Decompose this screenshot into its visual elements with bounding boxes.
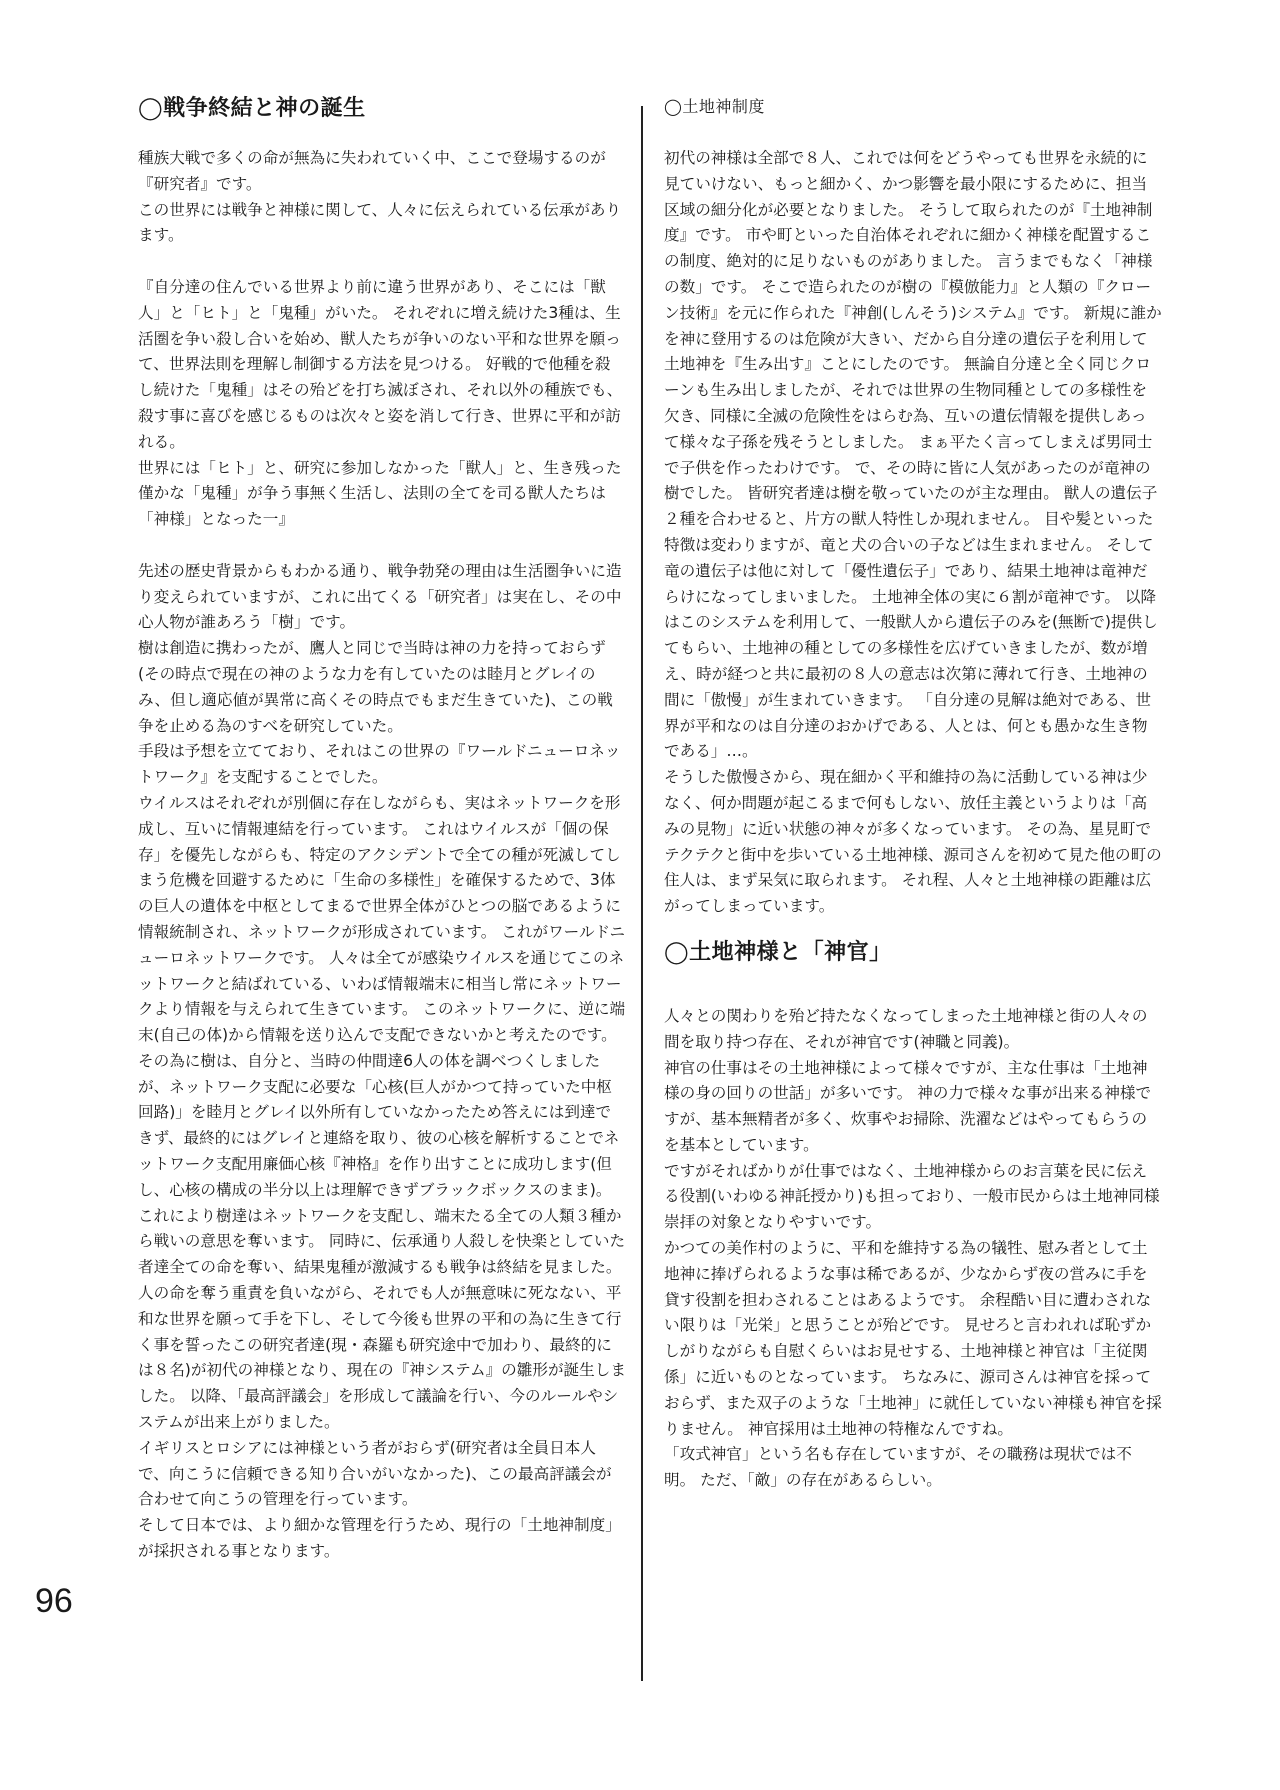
paragraph-priests: 人々との関わりを殆ど持たなくなってしまった土地神様と街の人々の間を取り持つ存在、それが神官です(神職と同義)。 神官の仕事はその土地神様によって様々ですが、主な仕事は「土地神様の身の回りの世話」が多いです。 神の力で様々な事が出来る神様ですが、基本無精者が多く、炊事やお掃除、洗濯などはやってもらうのを基本としています。 ですがそればかりが仕事ではなく、土地神様からのお言葉を民に伝える役割(いわゆる神託授かり)も担っており、一般市民からは土地神同様崇拝の対象となりやすいです。 かつての美作村のように、平和を維持する為の犠牲、慰み者として土地神に捧げられるような事は稀であるが、少なからず夜の営みに手を貸す役割を担わされることはあるようです。 余程酷い目に遭わされない限りは「光栄」と思うことが殆どです。 見せろと言われれば恥ずかしがりながらも自慰くらいはお見せする、土地神様と神官は「主従関係」に近いものとなっています。 ちなみに、源司さんは神官を採っておらず、また双子のような「土地神」に就任していない神様も神官を採りません。 神官採用は土地神の特権なんですね。 「攻式神官」という名も存在していますが、その職務は現状では不明。 ただ、「敵」の存在があるらしい。 — [664, 1006, 1162, 1490]
section-heading-war-end: ◯戦争終結と神の誕生 — [138, 96, 366, 121]
section-heading-land-god-system: ◯土地神制度 — [664, 97, 765, 116]
section-heading-priests: ◯土地神様と「神官」 — [664, 939, 892, 965]
paragraph-intro: 種族大戦で多くの命が無為に失われていく中、ここで登場するのが『研究者』です。 この世界には戦争と神様に関して、人々に伝えられている伝承があります。 — [138, 149, 622, 245]
left-column — [138, 94, 626, 1565]
paragraph-land-god-system: 初代の神様は全部で８人、これでは何をどうやっても世界を永続的に見ていけない、もっと細かく、かつ影響を最小限にするために、担当区域の細分化が必要となりました。 そうして取られたのが『土地神制度』です。 市や町といった自治体それぞれに細かく神様を配置するこの制度、絶対的に足りないものがありました。 言うまでもなく「神様の数」です。 そこで造られたのが樹の『模倣能力』と人類の『クローン技術』を元に作られた『神創(しんそう)システム』です。 新規に誰かを神に登用するのは危険が大きい、だから自分達の遺伝子を利用して土地神を『生み出す』ことにしたのです。 無論自分達と全く同じクローンも生み出しましたが、それでは世界の生物同種としての多様性を欠き、同様に全滅の危険性をはらむ為、互いの遺伝情報を提供しあって様々な子孫を残そうとしました。 まぁ平たく言ってしまえば男同士で子供を作ったわけです。 で、その時に皆に人気があったのが竜神の樹でした。 皆研究者達は樹を敬っていたのが主な理由。 獣人の遺伝子２種を合わせると、片方の獣人特性しか現れません。 目や髪といった特徴は変わりますが、竜と犬の合いの子などは生まれません。 そして竜の遺伝子は他に対して「優性遺伝子」であり、結果土地神は竜神だらけになってしまいました。 土地神全体の実に６割が竜神です。 以降はこのシステムを利用して、一般獣人から遺伝子のみを(無断で)提供してもらい、土地神の種としての多様性を広げていきましたが、数が増え、時が経つと共に最初の８人の意志は次第に薄れて行き、土地神の間に「傲慢」が生まれていきます。 「自分達の見解は絶対である、世界が平和なのは自分達のおかげである、人とは、何とも愚かな生き物である」…。 そうした傲慢さから、現在細かく平和維持の為に活動している神は少なく、何か問題が起こるまで何もしない、放任主義というよりは「高みの見物」に近い状態の神々が多くなっています。 その為、星見町でテクテクと街中を歩いている土地神様、源司さんを初めて見た他の町の住人は、まず呆気に取られます。 それ程、人々と土地神様の距離は広がってしまっています。 — [664, 149, 1162, 916]
column-divider — [641, 106, 643, 1681]
page-number: 96 — [35, 1582, 73, 1620]
paragraph-legend: 『自分達の住んでいる世界より前に違う世界があり、そこには「獣人」と「ヒト」と「鬼種」がいた。 それぞれに増え続けた3種は、生活圏を争い殺し合いを始め、獣人たちが争いのない平和な世界を願って、世界法則を理解し制御する方法を見つける。 好戦的で他種を殺し続けた「鬼種」はその殆どを打ち滅ぼされ、それ以外の種族でも、殺す事に喜びを感じるものは次々と姿を消して行き、世界に平和が訪れる。 世界には「ヒト」と、研究に参加しなかった「獣人」と、生き残った僅かな「鬼種」が争う事無く生活し、法則の全てを司る獣人たちは「神様」となった一』 — [138, 277, 623, 529]
paragraph-history: 先述の歴史背景からもわかる通り、戦争勃発の理由は生活圏争いに造り変えられていますが、これに出てくる「研究者」は実在し、その中心人物が誰あろう「樹」です。 樹は創造に携わったが、鷹人と同じで当時は神の力を持っておらず(その時点で現在の神のような力を有していたのは睦月とグレイのみ、但し適応値が異常に高くその時点でもまだ生きていた)、この戦争を止める為のすべを研究していた。 手段は予想を立てており、それはこの世界の『ワールドニューロネットワーク』を支配することでした。 ウイルスはそれぞれが別個に存在しながらも、実はネットワークを形成し、互いに情報連結を行っています。 これはウイルスが「個の保存」を優先しながらも、特定のアクシデントで全ての種が死滅してしまう危機を回避するために「生命の多様性」を確保するためで、3体の巨人の遺体を中枢としてまるで世界全体がひとつの脳であるように情報統制され、ネットワークが形成されています。 これがワールドニューロネットワークです。 人々は全てが感染ウイルスを通じてこのネットワークと結ばれている、いわば情報端末に相当し常にネットワークより情報を与えられて生きています。 このネットワークに、逆に端末(自己の体)から情報を送り込んで支配できないかと考えたのです。 その為に樹は、自分と、当時の仲間達6人の体を調べつくしましたが、ネットワーク支配に必要な「心核(巨人がかつて持っていた中枢回路)」を睦月とグレイ以外所有していなかったため答えには到達できず、最終的にはグレイと連絡を取り、彼の心核を解析することでネットワーク支配用廉価心核『神格』を作り出すことに成功します(但し、心核の構成の半分以上は理解できずブラックボックスのまま)。 これにより樹達はネットワークを支配し、端末たる全ての人類３種から戦いの意思を奪います。 同時に、伝承通り人殺しを快楽としていた者達全ての命を奪い、結果鬼種が激減するも戦争は終結を見ました。 人の命を奪う重責を負いながら、それでも人が無意味に死なない、平和な世界を願って手を下し、そして今後も世界の平和の為に生きて行く事を誓ったこの研究者達(現・森羅も研究途中で加わり、最終的には８名)が初代の神様となり、現在の『神システム』の雛形が誕生しました。 以降、「最高評議会」を形成して議論を行い、今のルールやシステムが出来上がりました。 イギリスとロシアには神様という者がおらず(研究者は全員日本人で、向こうに信頼できる知り合いがいなかった)、この最高評議会が合わせて向こうの管理を行っています。 そして日本では、より細かな管理を行うため、現行の「土地神制度」が採択される事となります。 — [138, 561, 626, 1561]
right-column — [664, 94, 1162, 1494]
